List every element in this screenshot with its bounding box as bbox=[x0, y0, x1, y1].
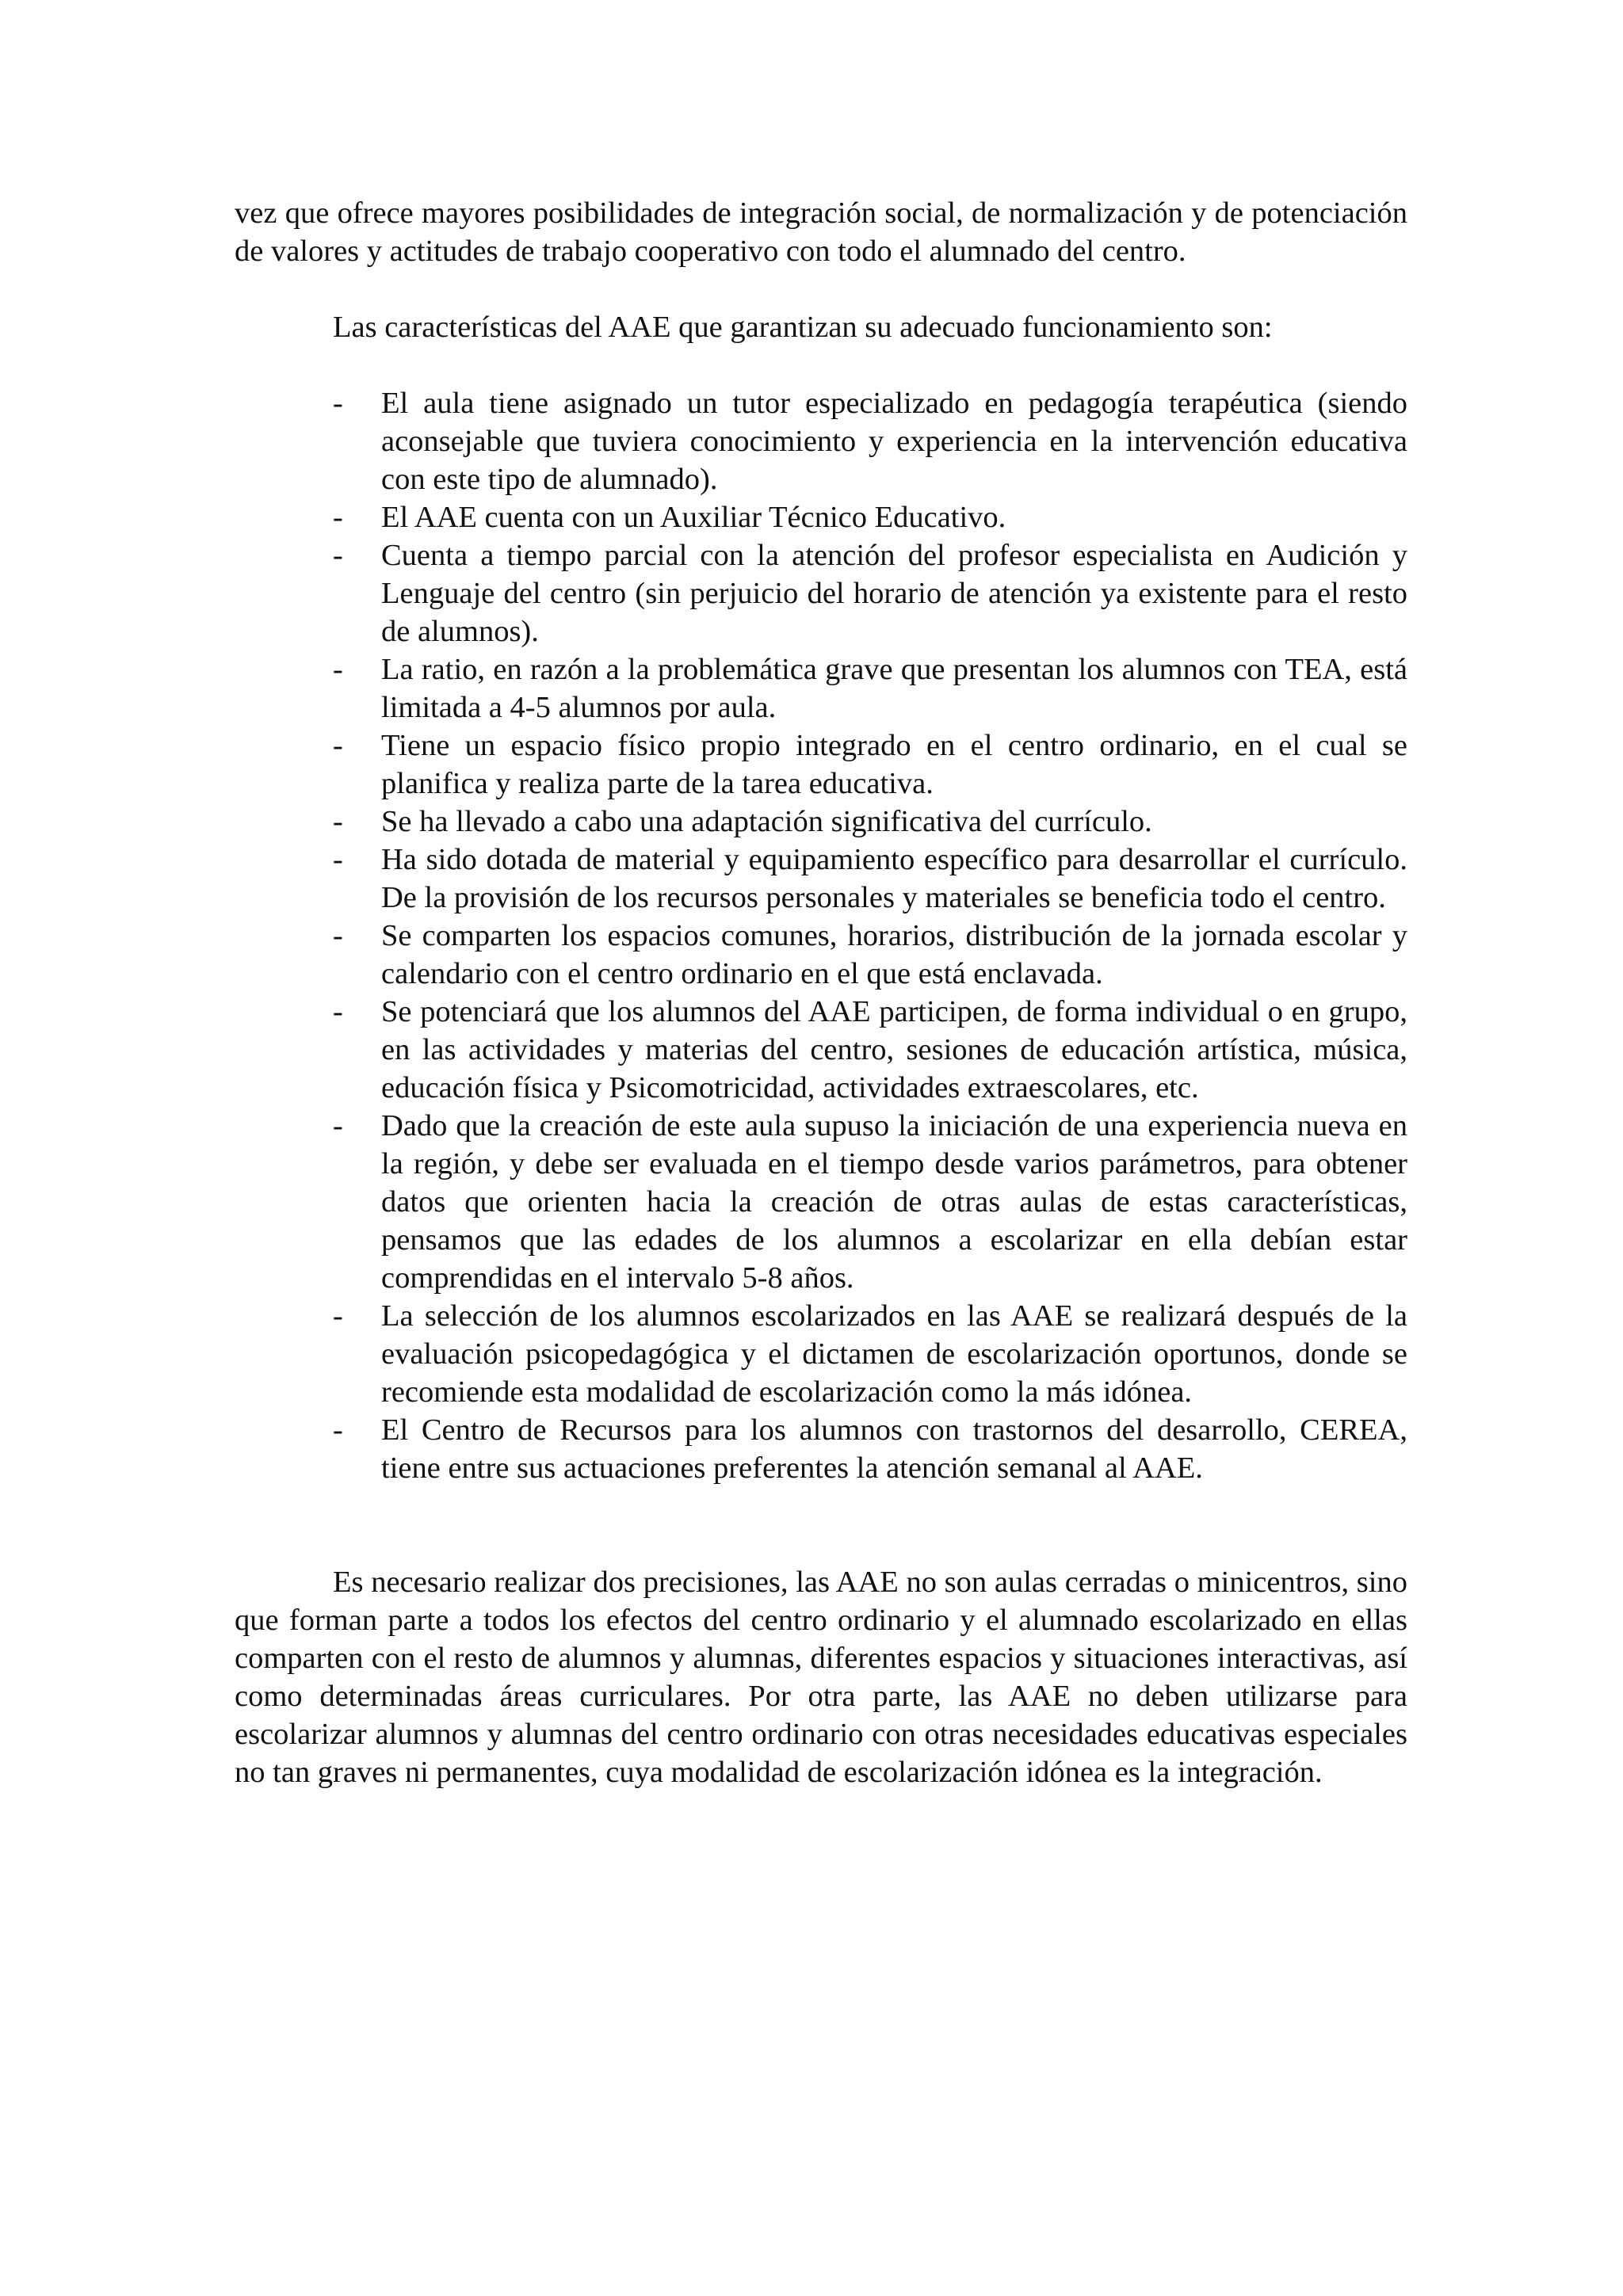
list-item-text: El Centro de Recursos para los alumnos con trastornos del desarrollo, CEREA, tiene entre sus actuaciones preferentes la atención semanal al AAE. bbox=[381, 1413, 1407, 1485]
list-item bbox=[235, 993, 1407, 1107]
list-item-text: Se comparten los espacios comunes, horarios, distribución de la jornada escolar y calendario con el centro ordinario en el que está enclavada. bbox=[381, 919, 1407, 990]
list-item-text: Se ha llevado a cabo una adaptación significativa del currículo. bbox=[381, 805, 1152, 838]
list-item-text: Se potenciará que los alumnos del AAE participen, de forma individual o en grupo, en las actividades y materias del centro, sesiones de educación artística, música, educación física y Psicomotricidad, actividades extraescolares, etc. bbox=[381, 995, 1407, 1104]
list-item-text: Cuenta a tiempo parcial con la atención del profesor especialista en Audición y Lenguaje del centro (sin perjuicio del horario de atención ya existente para el resto de alumnos). bbox=[381, 539, 1407, 648]
list-item bbox=[235, 650, 1407, 727]
list-item bbox=[235, 498, 1407, 536]
list-item-text: La selección de los alumnos escolarizados en las AAE se realizará después de la evaluación psicopedagógica y el dictamen de escolarización oportunos, donde se recomiende esta modalidad de escolarización como la más idónea. bbox=[381, 1299, 1407, 1409]
characteristics-list bbox=[235, 384, 1407, 1487]
list-item-text: El AAE cuenta con un Auxiliar Técnico Educativo. bbox=[381, 501, 1006, 534]
document-page bbox=[235, 0, 1407, 1791]
bullet-marker: - bbox=[333, 1299, 343, 1333]
continuation-paragraph: vez que ofrece mayores posibilidades de integración social, de normalización y de potenciación de valores y actitudes de trabajo cooperativo con todo el alumnado del centro. bbox=[235, 196, 1407, 268]
list-item bbox=[235, 1297, 1407, 1411]
list-item-text: Ha sido dotada de material y equipamiento específico para desarrollar el currículo. De la provisión de los recursos personales y materiales se beneficia todo el centro. bbox=[381, 843, 1407, 914]
list-item bbox=[235, 1411, 1407, 1487]
bullet-marker: - bbox=[333, 805, 343, 838]
list-item bbox=[235, 1107, 1407, 1297]
list-item-text: Dado que la creación de este aula supuso la iniciación de una experiencia nueva en la región, y debe ser evaluada en el tiempo desde varios parámetros, para obtener datos que orienten hacia la creación de otras aulas de estas características, pensamos que las edades de los alumnos a escolarizar en ella debían estar comprendidas en el intervalo 5-8 años. bbox=[381, 1109, 1407, 1295]
list-item bbox=[235, 803, 1407, 841]
list-item bbox=[235, 536, 1407, 650]
list-item bbox=[235, 841, 1407, 917]
bullet-marker: - bbox=[333, 919, 343, 952]
bullet-marker: - bbox=[333, 1109, 343, 1142]
bullet-marker: - bbox=[333, 995, 343, 1028]
list-item bbox=[235, 917, 1407, 993]
list-item-text: La ratio, en razón a la problemática grave que presentan los alumnos con TEA, está limitada a 4-5 alumnos por aula. bbox=[381, 653, 1407, 724]
bullet-marker: - bbox=[333, 501, 343, 534]
bullet-marker: - bbox=[333, 387, 343, 420]
list-item-text: El aula tiene asignado un tutor especializado en pedagogía terapéutica (siendo aconsejable que tuviera conocimiento y experiencia en la intervención educativa con este tipo de alumnado). bbox=[381, 387, 1407, 496]
bullet-marker: - bbox=[333, 1413, 343, 1447]
list-item bbox=[235, 727, 1407, 803]
list-item-text: Tiene un espacio físico propio integrado en el centro ordinario, en el cual se planifica y realiza parte de la tarea educativa. bbox=[381, 729, 1407, 800]
closing-paragraph: Es necesario realizar dos precisiones, las AAE no son aulas cerradas o minicentros, sino que forman parte a todos los efectos del centro ordinario y el alumnado escolarizado en ellas comparten con el resto de alumnos y alumnas, diferentes espacios y situaciones interactivas, así como determinadas áreas curriculares. Por otra parte, las AAE no deben utilizarse para escolarizar alumnos y alumnas del centro ordinario con otras necesidades educativas especiales no tan graves ni permanentes, cuya modalidad de escolarización idónea es la integración. bbox=[235, 1566, 1407, 1789]
bullet-marker: - bbox=[333, 539, 343, 572]
bullet-marker: - bbox=[333, 653, 343, 686]
bullet-marker: - bbox=[333, 729, 343, 762]
list-intro-paragraph: Las características del AAE que garantizan su adecuado funcionamiento son: bbox=[333, 311, 1273, 344]
bullet-marker: - bbox=[333, 843, 343, 876]
list-item bbox=[235, 384, 1407, 498]
